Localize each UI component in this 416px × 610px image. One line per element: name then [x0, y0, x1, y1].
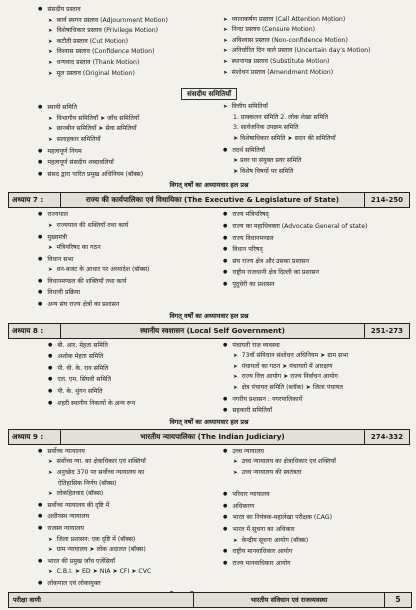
- list-item: ● स्थायी समिति: [38, 102, 209, 114]
- list-item: ● महत्वपूर्ण संसदीय शब्दावलियाँ: [38, 157, 209, 169]
- list-item: ● पी. के. थुंगन समिति: [38, 386, 209, 398]
- list-item: ● भारत की प्रमुख जाँच एजेंसियाँ: [38, 556, 209, 568]
- list-item: ● राज्य मंत्रिपरिषद्: [223, 209, 410, 221]
- list-item: ➤ निन्दा प्रस्ताव (Censure Motion): [223, 25, 410, 36]
- chapter-label: अध्याय 9 :: [9, 430, 61, 444]
- list-item: ➤ सर्वोच्च न्या. का क्षेत्राधिकार एवं शक्तियाँ: [38, 457, 209, 468]
- list-item: ➤ विभागीय समितियाँ ➤ जाँच समितियाँ: [38, 114, 209, 125]
- list-item: ● तदर्थ समितियाँ: [223, 145, 410, 157]
- chapter-7-topics: [8, 209, 410, 310]
- list-item: ● परिवार न्यायालय: [223, 489, 410, 501]
- list-item: ● उच्च न्यायालय: [223, 446, 410, 458]
- list-item: ● पुदुचेरी का प्रशासन: [223, 279, 410, 291]
- list-item: ● एल. एम. सिंघवी समिति: [38, 374, 209, 386]
- list-item: ➤ C.B.I. ➤ ED ➤ NIA ➤ CFI ➤ CVC: [38, 567, 209, 578]
- chapter-title: स्थानीय स्वशासन (Local Self Government): [140, 325, 285, 335]
- list-item: ➤ अनिर्धारित दिन वाले प्रस्ताव (Uncertain day's Motion): [223, 46, 410, 57]
- chapter-pages: 214-250: [364, 193, 409, 207]
- list-item: ● राज्य मानवाधिकार आयोग: [223, 558, 410, 570]
- list-item: ➤ राज्यपाल की शक्तियाँ तथा कार्य: [38, 221, 209, 232]
- list-item: ● संसदीय प्रस्ताव: [38, 4, 209, 16]
- list-item: ➤ वित्तीय समितियाँ: [223, 102, 410, 113]
- list-item: ➤ धन-बजट के आधार पर अध्यादेश (बॉक्स): [38, 265, 209, 276]
- list-item: ➤ कटौती प्रस्ताव (Cut Motion): [38, 37, 209, 48]
- list-item: ➤ स्थानापन्न प्रस्ताव (Substitute Motion): [223, 57, 410, 68]
- list-item: ➤ अविश्वास प्रस्ताव (Non-confidence Motion): [223, 36, 410, 47]
- chapter-9-header: [8, 429, 410, 445]
- list-item: ➤ सलाहकार समितियाँ: [38, 135, 209, 146]
- list-item: 1. प्राक्कलन समिति 2. लोक लेखा समिति: [233, 113, 329, 121]
- list-item: ● विधान सभा: [38, 254, 209, 266]
- list-item: ➤ उच्च न्यायालय का क्षेत्राधिकार एवं शक्तियाँ: [223, 457, 410, 468]
- list-item: ● पंचायती राज व्यवस्था: [223, 340, 410, 352]
- chapter-title: राज्य की कार्यपालिका एवं विधायिका (The Executive & Legislature of State): [85, 195, 340, 205]
- list-item: ● भारत का नियंत्रक-महालेखा परीक्षक (CAG): [223, 512, 410, 524]
- list-item: ● राज्य विधानमण्डल: [223, 233, 410, 245]
- prev-year-questions: विगत् वर्षों का अध्यायवार हल प्रश्न: [169, 417, 249, 426]
- list-item: ➤ 73वाँ संविधान संशोधन अधिनियम ➤ ग्राम सभा: [223, 351, 410, 362]
- list-item: ● बी. आर. मेहता समिति: [38, 340, 209, 352]
- list-item: ➤ ग्राम न्यायालय ➤ लोक अदालत (बॉक्स): [38, 545, 209, 556]
- list-item: ● सहकारी समितियाँ: [223, 405, 410, 417]
- list-item: ➤ राज्य वित्त आयोग ➤ राज्य निर्वाचन आयोग: [223, 372, 410, 383]
- list-item: ● लोकपाल एवं लोकायुक्त: [38, 578, 209, 590]
- list-item: ● शहरी स्थानीय निकायों के अन्य रूप: [38, 398, 209, 410]
- list-item: ➤ विश्वास प्रस्ताव (Confidence Motion): [38, 47, 209, 58]
- list-item: ● विधानमण्डल की शक्तियाँ तथा कार्य: [38, 276, 209, 288]
- page-number: 5: [384, 593, 411, 607]
- list-item: ● मुख्यमंत्री: [38, 232, 209, 244]
- prev-year-questions: विगत् वर्षों का अध्यायवार हल प्रश्न: [169, 311, 249, 320]
- list-item: ● पी. वी. के. राव समिति: [38, 363, 209, 375]
- list-item: ● सर्वोच्च न्यायालय: [38, 446, 209, 458]
- list-item: ● संघ राज्य क्षेत्र और उसका प्रशासन: [223, 256, 410, 268]
- list-item: ➤ संशोधन प्रस्ताव (Amendment Motion): [223, 68, 410, 79]
- list-item: ➤ प्रवर या संयुक्त प्रवर समिति: [233, 157, 302, 165]
- contents-page: [8, 4, 410, 601]
- chapter-7-header: [8, 192, 410, 208]
- chapter-label: अध्याय 7 :: [9, 193, 61, 207]
- list-item: ➤ उच्च न्यायालय की स्वतंत्रता: [223, 468, 410, 479]
- list-item: ● संसद द्वारा पारित प्रमुख अधिनियम (बॉक्स): [38, 169, 209, 181]
- chapter-pages: 251-273: [364, 324, 409, 338]
- list-item: ● नगरीय प्रशासन : नगरपालिकायें: [223, 394, 410, 406]
- section-subheading: संसदीय समितियाँ: [8, 81, 410, 100]
- footer-book-title: भारतीय संविधान एवं राजव्यवस्था: [193, 593, 384, 607]
- chapter-pages: 274-332: [364, 430, 409, 444]
- list-item: ➤ केन्द्रीय सूचना आयोग (बॉक्स): [223, 536, 410, 547]
- list-item: ● महत्वपूर्ण नियम: [38, 146, 209, 158]
- list-item: ● राष्ट्रीय राजधानी क्षेत्र दिल्ली का प्रशासन: [223, 267, 410, 279]
- chapter-title: भारतीय न्यायपालिका (The Indian Judiciary): [140, 431, 285, 441]
- list-item: ● भारत में सूचना का अधिकार: [223, 524, 410, 536]
- list-item: ● अशोक मेहता समिति: [38, 351, 209, 363]
- chapter-8-header: [8, 323, 410, 339]
- list-item: ➤ विशेष विषयों पर समिति: [233, 167, 294, 175]
- list-item: ➤ मंत्रिपरिषद का गठन: [38, 243, 209, 254]
- list-item: ● राजस्व न्यायालय: [38, 523, 209, 535]
- list-item: ➤ विशेषाधिकार प्रस्ताव (Privilege Motion): [38, 26, 209, 37]
- chapter-label: अध्याय 8 :: [9, 324, 61, 338]
- list-item: ➤ मूल प्रस्ताव (Original Motion): [38, 69, 209, 80]
- list-item: ● अधीनस्थ न्यायालय: [38, 511, 209, 523]
- list-item: ➤ क्षेत्र पंचायत समिति (ब्लॉक) ➤ जिला पंचायत: [223, 383, 410, 394]
- list-item: ➤ विशेषाधिकार समिति ➤ सदन की समितियाँ: [233, 134, 336, 142]
- list-item: ➤ लोकहितवाद (बॉक्स): [38, 489, 209, 500]
- list-item: ➤ अनुच्छेद 370 पर सर्वोच्च न्यायालय का: [38, 468, 209, 479]
- list-item: ● विधायी प्रक्रिया: [38, 287, 209, 299]
- chapter-9-topics: [8, 446, 410, 590]
- prev-year-questions: विगत् वर्षों का अध्यायवार हल प्रश्न: [169, 181, 249, 190]
- list-item: ● सर्वोच्च न्यायालय की दृष्टि में: [38, 500, 209, 512]
- list-item: ● अधिकरण: [223, 501, 410, 513]
- committees-section: [8, 102, 410, 180]
- list-item: ऐतिहासिक निर्णय (बॉक्स): [58, 479, 117, 487]
- list-item: 3. सार्वजनिक उपक्रम समिति: [233, 124, 299, 132]
- list-item: ➤ धन्यवाद प्रस्ताव (Thank Motion): [38, 58, 209, 69]
- list-item: ● अन्य संघ राज्य क्षेत्रों का प्रशासन: [38, 299, 209, 311]
- list-item: ➤ जिला प्रशासन: एक दृष्टि में (बॉक्स): [38, 535, 209, 546]
- footer-publisher: परीक्षा वाणी: [13, 596, 41, 604]
- list-item: ● राष्ट्रीय मानवाधिकार आयोग: [223, 546, 410, 558]
- list-item: ● राज्य का महाधिवक्ता (Advocate General of state): [223, 221, 410, 233]
- list-item: ● राज्यपाल: [38, 209, 209, 221]
- list-item: ➤ ध्यानाकर्षण प्रस्ताव (Call Attention Motion): [223, 15, 410, 26]
- page-footer: [8, 592, 412, 608]
- list-item: ➤ पंचायतों का गठन ➤ पंचायतों में आरक्षण: [223, 362, 410, 373]
- motions-section: [8, 4, 410, 79]
- list-item: ➤ कार्य स्थगन प्रस्ताव (Adjournment Motion): [38, 16, 209, 27]
- list-item: ➤ छानबीन समितियाँ ➤ सेवा समितियाँ: [38, 124, 209, 135]
- chapter-8-topics: [8, 340, 410, 417]
- list-item: ● विधान परिषद्: [223, 244, 410, 256]
